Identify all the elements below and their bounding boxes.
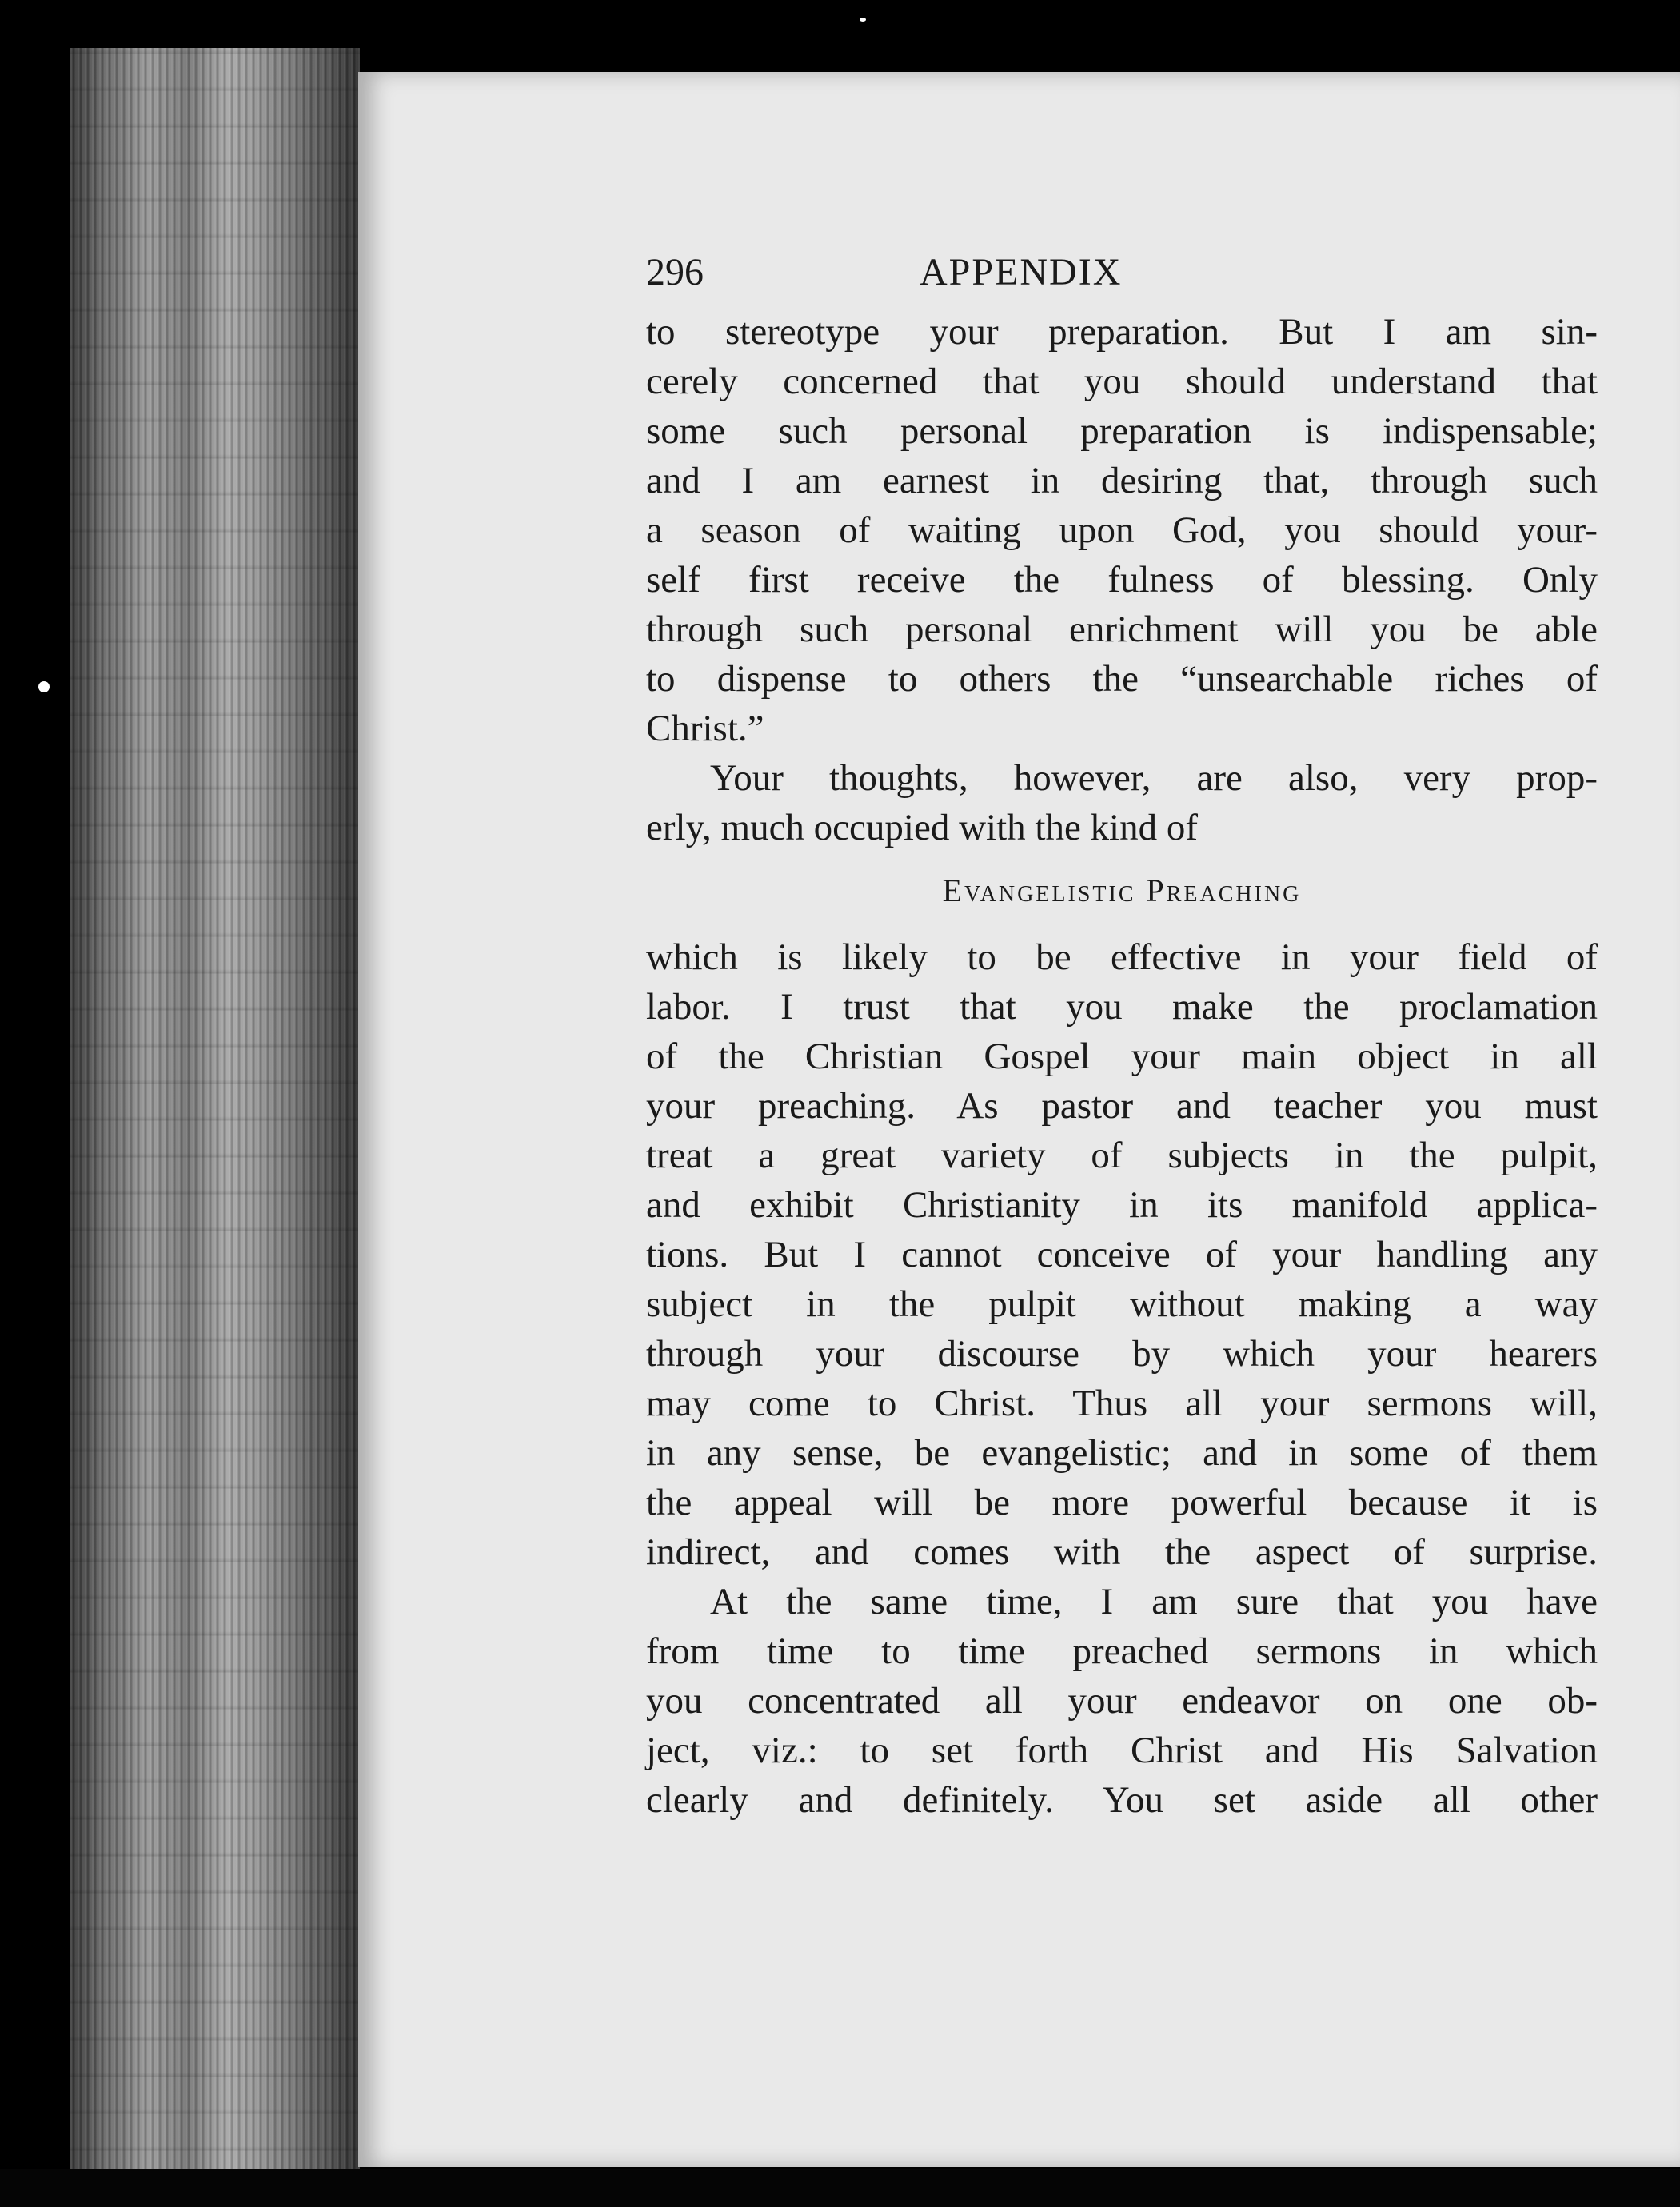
page-header (646, 248, 1598, 307)
text-line: and exhibit Christianity in its manifold applica- (646, 1184, 1598, 1226)
text-line: through such personal enrichment will you be able (646, 609, 1598, 650)
text-line: Christ.” (646, 708, 764, 749)
paragraph-1 (646, 307, 1598, 753)
page-number: 296 (646, 251, 704, 293)
text-line: tions. But I cannot conceive of your handling any (646, 1234, 1598, 1275)
text-line: to dispense to others the “unsearchable riches of (646, 658, 1598, 700)
text-line: self first receive the fulness of blessing. Only (646, 559, 1598, 601)
text-line: which is likely to be effective in your field of (646, 936, 1598, 978)
scan-speck (38, 681, 50, 692)
text-line: treat a great variety of subjects in the pulpit, (646, 1135, 1598, 1176)
bottom-dark-edge (0, 2169, 1680, 2207)
text-line: the appeal will be more powerful because it is (646, 1482, 1598, 1523)
text-line: and I am earnest in desiring that, through such (646, 460, 1598, 501)
text-line: indirect, and comes with the aspect of surprise. (646, 1531, 1598, 1573)
text-line: a season of waiting upon God, you should your- (646, 509, 1598, 551)
text-line: you concentrated all your endeavor on one ob- (646, 1680, 1598, 1722)
paragraph-4 (646, 1577, 1598, 1825)
text-line: of the Christian Gospel your main object in all (646, 1036, 1598, 1077)
running-head: APPENDIX (920, 251, 1123, 293)
paragraph-3 (646, 932, 1598, 1577)
text-line: clearly and definitely. You set aside all other (646, 1779, 1598, 1821)
text-line: At the same time, I am sure that you have (710, 1581, 1598, 1622)
text-line: from time to time preached sermons in which (646, 1630, 1598, 1672)
text-line: your preaching. As pastor and teacher you must (646, 1085, 1598, 1127)
scan-speck (860, 18, 866, 22)
text-line: in any sense, be evangelistic; and in some of them (646, 1432, 1598, 1474)
text-line: may come to Christ. Thus all your sermons will, (646, 1383, 1598, 1424)
page-text (646, 248, 1598, 1825)
text-line: through your discourse by which your hearers (646, 1333, 1598, 1375)
spine-texture (70, 48, 360, 2183)
section-heading: Evangelistic Preaching (942, 872, 1302, 908)
text-line: Your thoughts, however, are also, very prop- (710, 757, 1598, 799)
text-line: cerely concerned that you should understand that (646, 361, 1598, 402)
text-line: to stereotype your preparation. But I am sin- (646, 311, 1598, 353)
paragraph-2 (646, 753, 1598, 852)
text-line: labor. I trust that you make the proclamation (646, 986, 1598, 1028)
text-line: subject in the pulpit without making a way (646, 1283, 1598, 1325)
text-line: some such personal preparation is indispensable; (646, 410, 1598, 452)
text-line: ject, viz.: to set forth Christ and His Salvation (646, 1730, 1598, 1771)
text-line: erly, much occupied with the kind of (646, 807, 1199, 848)
